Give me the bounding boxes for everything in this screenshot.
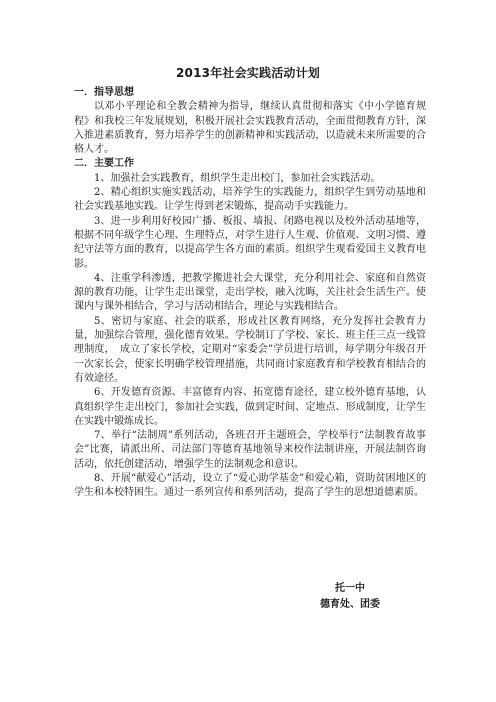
work-item-4: 4、注重学科渗透，把教学搬进社会大课堂，充分利用社会、家庭和自然资源的教育功能，让学生走出课堂，走出学校，融入沈晦，关注社会生活生产。使课内与课外相结合，学习与活动相结合，理论与实践相结合。 bbox=[74, 272, 426, 313]
signature-organization: 托一中 bbox=[335, 583, 365, 594]
work-item-2: 2、精心组织实施实践活动，培养学生的实践能力，组织学生到劳动基地和社会实践基地实践。让学生得到老宋锻炼，提高动手实践能力。 bbox=[74, 187, 426, 213]
work-item-7: 7、举行“法制周”系列活动，各班召开主题班会，学校举行“法制教育故事会”比赛，请派出所、司法部门等德育基地领导来校作法制讲座，开展法制咨询活动，依托创建活动，增强学生的法制观念和意识。 bbox=[74, 430, 426, 470]
section-main-work bbox=[74, 157, 426, 500]
work-item-8: 8、开展“献爱心”活动，设立了“爱心助学基金”和爱心箱，资助贫困地区的学生和本校特困生。通过一系列宣传和系列活动，提高了学生的思想道德素质。 bbox=[74, 473, 426, 499]
work-item-6: 6、开发德育资源、丰富德育内容、拓宽德育途径，建立校外德育基地，认真组织学生走出校门，参加社会实践，做到定时间、定地点、形成制度，让学生在实践中锻炼成长。 bbox=[74, 387, 426, 427]
section-heading: 一．指导思想 bbox=[74, 87, 134, 98]
section-guiding-ideology bbox=[74, 86, 426, 157]
section-heading: 二．主要工作 bbox=[74, 158, 134, 170]
document-body bbox=[74, 86, 426, 501]
page-title: 2013年社会实践活动计划 bbox=[176, 66, 320, 80]
signature-department: 德育处、团委 bbox=[320, 599, 380, 610]
paragraph: 以邓小平理论和全教会精神为指导，继续认真贯彻和落实《中小学德育规程》和我校三年发展规划，积极开展社会实践教育活动，全面贯彻教育方针，深入推进素质教育，努力培养学生的创新精神和实践活动，以造就未来所需要的合格人才。 bbox=[74, 101, 426, 156]
work-item-1: 1、加强社会实践教育，组织学生走出校门，参加社会实践活动。 bbox=[94, 172, 381, 184]
work-item-3: 3、进一步利用好校园广播、板报、墙报、闭路电视以及校外活动基地等，根据不同年级学生心理、生理特点，对学生进行人生观、价值观、文明习惯、遵纪守法等方面的教育，以提高学生各方面的素质。组织学生观看爱国主义教育电影。 bbox=[74, 215, 426, 270]
work-item-5: 5、密切与家庭、社会的联系，形成社区教育网络，充分发挥社会教育力量，加强综合管理，强化德育效果。学校制订了学校、家长、班主任三点一线管理制度， 成立了家长学校，定期对“家委会”学员进行培训，每学期分年级召开一次家长会，使家长明确学校管理措施，共同商讨家庭教育和学校教育相结合的有效途径。 bbox=[74, 315, 426, 384]
